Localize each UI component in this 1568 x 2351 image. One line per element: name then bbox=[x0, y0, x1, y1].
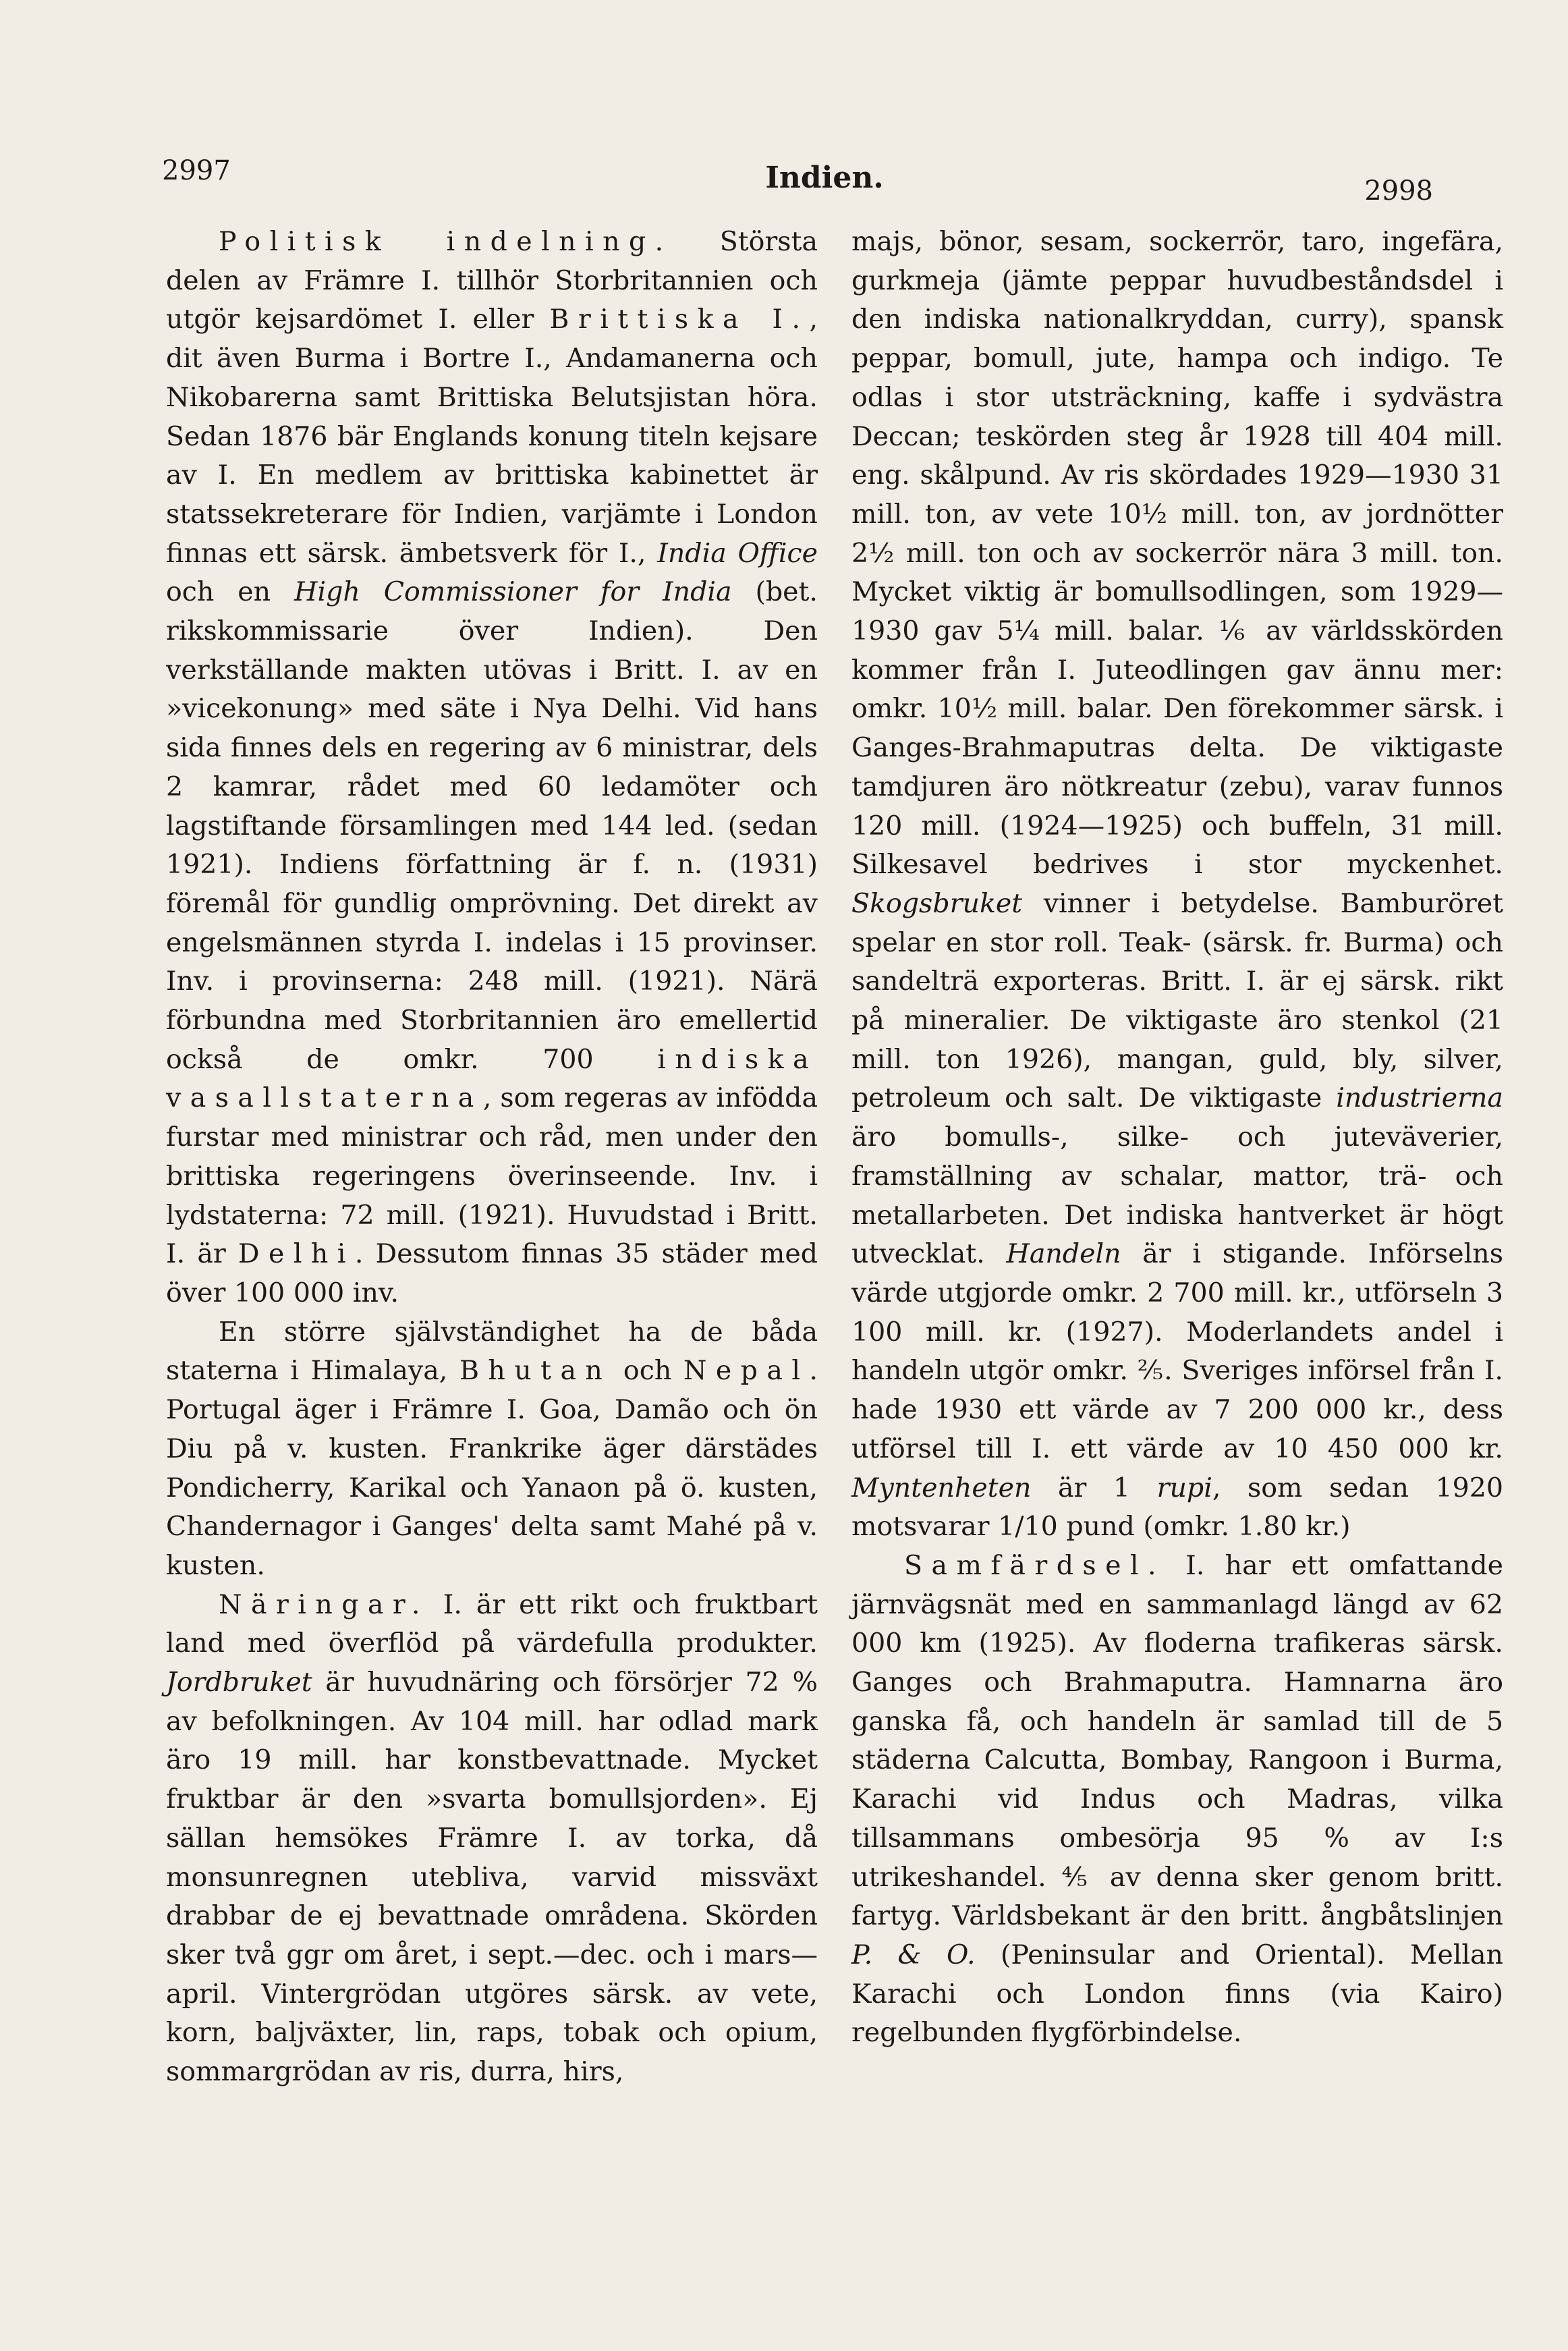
section-heading: Näringar. bbox=[219, 1588, 429, 1620]
spaced-term: Nepal bbox=[683, 1355, 810, 1387]
italic-term: P. & O. bbox=[851, 1939, 976, 1970]
text-run: och bbox=[611, 1355, 683, 1387]
text-run: , som regeras av infödda furstar med ministrar och råd, men under den brittiska regeringens överinseende. Inv. i lydstaterna: 72 mill. (1921). Huvudstad i Britt. I. är bbox=[166, 1082, 818, 1270]
text-run: majs, bönor, sesam, sockerrör, taro, ingefära, gurkmeja (jämte peppar huvudbeståndsdel i den indiska nationalkryddan, curry), spansk peppar, bomull, jute, hampa och indigo. Te odlas i stor utsträckning, kaffe i sydvästra Deccan; teskörden steg år 1928 till 404 mill. eng. skålpund. Av ris skördades 1929—1930 31 mill. ton, av vete 10½ mill. ton, av jordnötter 2½ mill. ton och av sockerrör nära 3 mill. ton. Mycket viktig är bomullsodlingen, som 1929—1930 gav 5¼ mill. balar. ⅙ av världsskörden kommer från I. Juteodlingen gav ännu mer: omkr. 10½ mill. balar. Den förekommer särsk. i Ganges-Brahmaputras delta. De viktigaste tamdjuren äro nötkreatur (zebu), varav funnos 120 mill. (1924—1925) och buffeln, 31 mill. Silkesavel bedrives i stor myckenhet. bbox=[851, 226, 1503, 881]
paragraph-naringar-continued bbox=[851, 223, 1503, 1547]
left-column bbox=[166, 223, 818, 2092]
text-run: I. är ett rikt och fruktbart land med överflöd på värdefulla produkter. bbox=[166, 1588, 818, 1659]
paragraph-naringar bbox=[166, 1586, 818, 2092]
italic-term: industrierna bbox=[1336, 1082, 1503, 1114]
italic-term: Myntenheten bbox=[851, 1472, 1032, 1503]
text-run: är huvudnäring och försörjer 72 % av befolkningen. Av 104 mill. har odlad mark äro 19 mill. har konstbevattnade. Mycket fruktbar är den »svarta bomullsjorden». Ej sällan hemsökes Främre I. av torka, då monsunregnen utebliva, varvid missväxt drabbar de ej bevattnade områdena. Skörden sker två ggr om året, i sept.—dec. och i mars—april. Vintergrödan utgöres särsk. av vete, korn, baljväxter, lin, raps, tobak och opium, sommargrödan av ris, durra, hirs, bbox=[166, 1667, 818, 2088]
italic-term: India Office bbox=[657, 537, 818, 569]
spaced-term: Delhi bbox=[237, 1238, 355, 1270]
italic-term: Jordbruket bbox=[166, 1667, 312, 1698]
page-number-right: 2998 bbox=[1364, 175, 1433, 206]
italic-term: High Commissioner for India bbox=[294, 576, 732, 608]
spaced-term: Bhutan bbox=[459, 1355, 612, 1387]
section-heading: Samfärdsel. bbox=[904, 1549, 1165, 1581]
page-number-left: 2997 bbox=[162, 155, 231, 186]
text-run: (bet. rikskommissarie över Indien). Den verkställande makten utövas i Britt. I. av en »vicekonung» med säte i Nya Delhi. Vid hans sida finnes dels en regering av 6 ministrar, dels 2 kamrar, rådet med 60 ledamöter och lagstiftande församlingen med 144 led. (sedan 1921). Indiens författning är f. n. (1931) föremål för gundlig omprövning. Det direkt av engelsmännen styrda I. indelas i 15 provinser. Inv. i provinserna: 248 mill. (1921). Närä förbundna med Storbritannien äro emellertid också de omkr. 700 bbox=[166, 576, 818, 1075]
text-run: och en bbox=[166, 576, 294, 608]
text-run: I. har ett omfattande järnvägsnät med en sammanlagd längd av 62 000 km (1925). Av floderna trafikeras särsk. Ganges och Brahmaputra. Hamnarna äro ganska få, och handeln är samlad till de 5 städerna Calcutta, Bombay, Rangoon i Burma, Karachi vid Indus och Madras, vilka tillsammans ombesörja 95 % av I:s utrikeshandel. ⅘ av denna sker genom britt. fartyg. Världsbekant är den britt. ångbåtslinjen bbox=[851, 1549, 1503, 1932]
italic-term: rupi bbox=[1156, 1472, 1212, 1503]
section-heading: Politisk indelning. bbox=[219, 226, 673, 257]
paragraph-samfardsel bbox=[851, 1547, 1503, 2053]
spaced-term: Brittiska I. bbox=[549, 304, 810, 335]
italic-term: Skogsbruket bbox=[851, 887, 1023, 919]
text-run: , dit även Burma i Bortre I., Andamanerna och Nikobarerna samt Brittiska Belutsjistan höra. Sedan 1876 bär Englands konung titeln kejsare av I. En medlem av brittiska kabinettet är statssekreterare för Indien, varjämte i London finnas ett särsk. ämbetsverk för I., bbox=[166, 304, 818, 569]
paragraph-politisk-indelning bbox=[166, 223, 818, 1313]
text-run: vinner i betydelse. Bamburöret spelar en stor roll. Teak- (särsk. fr. Burma) och sandelträ exporteras. Britt. I. är ej särsk. rikt på mineralier. De viktigaste äro stenkol (21 mill. ton 1926), mangan, guld, bly, silver, petroleum och salt. De viktigaste bbox=[851, 887, 1503, 1114]
text-run: är i stigande. Införselns värde utgjorde omkr. 2 700 mill. kr., utförseln 3 100 mill. kr. (1927). Moderlandets andel i handeln utgör omkr. ⅖. Sveriges införsel från I. hade 1930 ett värde av 7 200 000 kr., dess utförsel till I. ett värde av 10 450 000 kr. bbox=[851, 1238, 1503, 1464]
spaced-term: indiska vasallstaterna bbox=[166, 1043, 818, 1114]
italic-term: Handeln bbox=[1006, 1238, 1121, 1270]
text-run: . Portugal äger i Främre I. Goa, Damão och ön Diu på v. kusten. Frankrike äger därstädes Pondicherry, Karikal och Yanaon på ö. kusten, Chandernagor i Ganges' delta samt Mahé på v. kusten. bbox=[166, 1355, 818, 1581]
text-run: , som sedan 1920 motsvarar 1/10 pund (omkr. 1.80 kr.) bbox=[851, 1472, 1503, 1543]
paragraph-sjalvstandighet bbox=[166, 1313, 818, 1586]
text-run: är 1 bbox=[1031, 1472, 1157, 1503]
page-header bbox=[162, 148, 1487, 209]
page-title: Indien. bbox=[765, 161, 884, 195]
right-column bbox=[851, 223, 1503, 2053]
text-run: Största delen av Främre I. tillhör Storbritannien och utgör kejsardömet I. eller bbox=[166, 226, 818, 335]
text-run: (Peninsular and Oriental). Mellan Karachi och London finns (via Kairo) regelbunden flygförbindelse. bbox=[851, 1939, 1503, 2049]
text-run: äro bomulls-, silke- och juteväverier, framställning av schalar, mattor, trä- och metallarbeten. Det indiska hantverket är högt utvecklat. bbox=[851, 1122, 1503, 1270]
text-run: . Dessutom finnas 35 städer med över 100 000 inv. bbox=[166, 1238, 818, 1308]
text-run: En större självständighet ha de båda staterna i Himalaya, bbox=[166, 1316, 818, 1387]
